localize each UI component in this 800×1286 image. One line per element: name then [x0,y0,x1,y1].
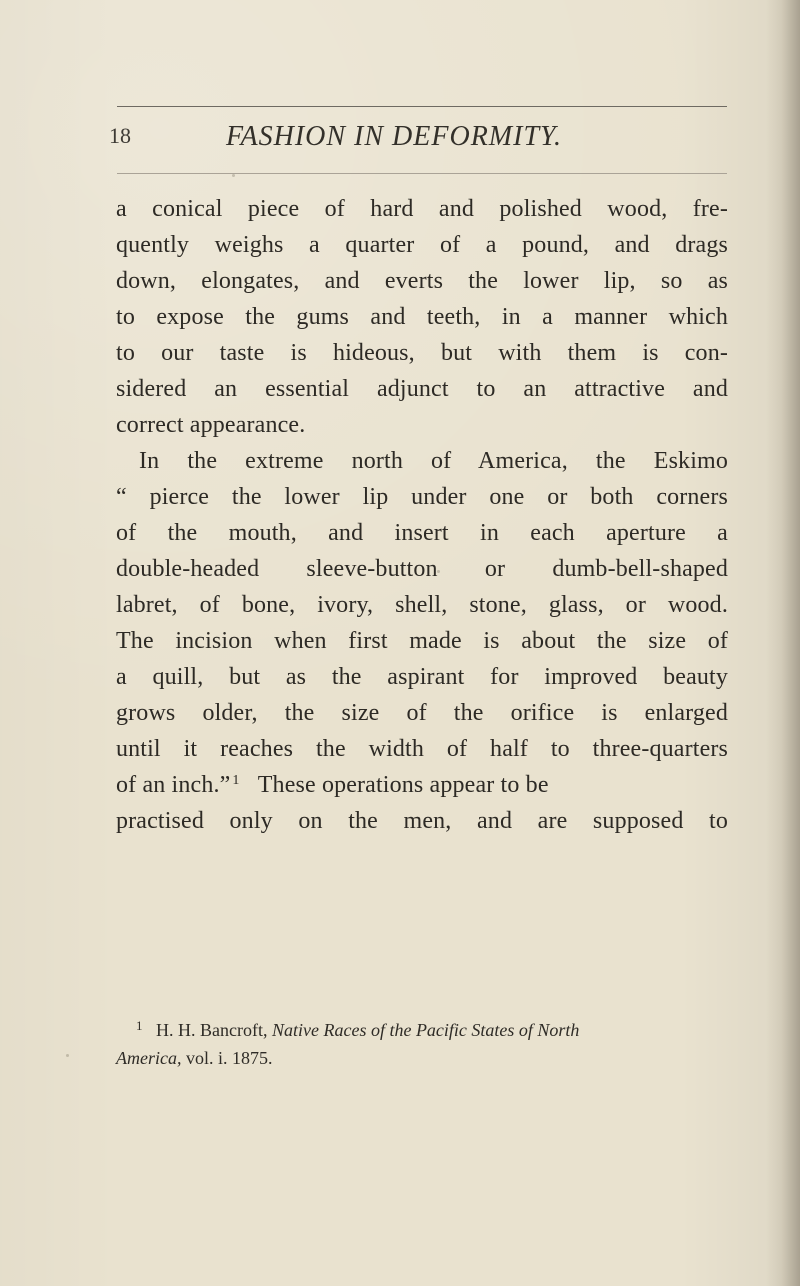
footnote-details: vol. i. 1875. [185,1048,273,1068]
text-line: practised only on the men, and are supposed to [116,808,728,834]
footnote-marker: 1 [136,1018,143,1033]
header-rule [117,106,727,107]
running-title: FASHION IN DEFORMITY. [226,121,563,152]
running-head [109,122,729,162]
main-text [116,191,728,839]
page-number: 18 [109,123,131,148]
text-line: to our taste is hideous, but with them is con- [116,340,728,366]
text-line: sidered an essential adjunct to an attractive and [116,376,728,402]
footnote-reference: 1 [232,773,240,788]
text-line: down, elongates, and everts the lower lip, so as [116,268,728,294]
quote-end-line [116,767,728,803]
page-edge-shadow [766,0,800,1286]
footnote-title-part1: Native Races of the Pacific States of North [271,1020,580,1040]
footnote-line-2 [116,1045,728,1072]
text-line: to expose the gums and teeth, in a manner which [116,304,728,330]
paper-speck [66,1054,69,1057]
footnote-line-1 [116,1017,728,1045]
text-line: labret, of bone, ivory, shell, stone, glass, or wood. [116,592,728,618]
text-line: double-headed sleeve-button or dumb-bell-shaped [116,556,728,582]
paper-speck [437,570,440,573]
text-line: “ pierce the lower lip under one or both corners [116,484,728,510]
footnote [116,1017,728,1072]
text-line: grows older, the size of the orifice is enlarged [116,700,728,726]
text-line: until it reaches the width of half to three-quarters [116,736,728,762]
text-line: correct appearance. [116,412,306,438]
text-line: of the mouth, and insert in each aperture a [116,520,728,546]
continuation-text: These operations appear to be [257,772,549,798]
footnote-title-part2: America, [116,1048,182,1068]
paragraph-start-line: In the extreme north of America, the Eskimo [139,448,728,474]
text-line: a quill, but as the aspirant for improved beauty [116,664,728,690]
text-line: quently weighs a quarter of a pound, and drags [116,232,728,258]
running-head-rule [117,173,727,174]
text-line: a conical piece of hard and polished wood, fre- [116,196,728,222]
quote-end-text: of an inch.” [116,772,231,798]
footnote-author: H. H. Bancroft, [156,1020,268,1040]
text-line: The incision when first made is about the size of [116,628,728,654]
paper-speck [232,174,235,177]
